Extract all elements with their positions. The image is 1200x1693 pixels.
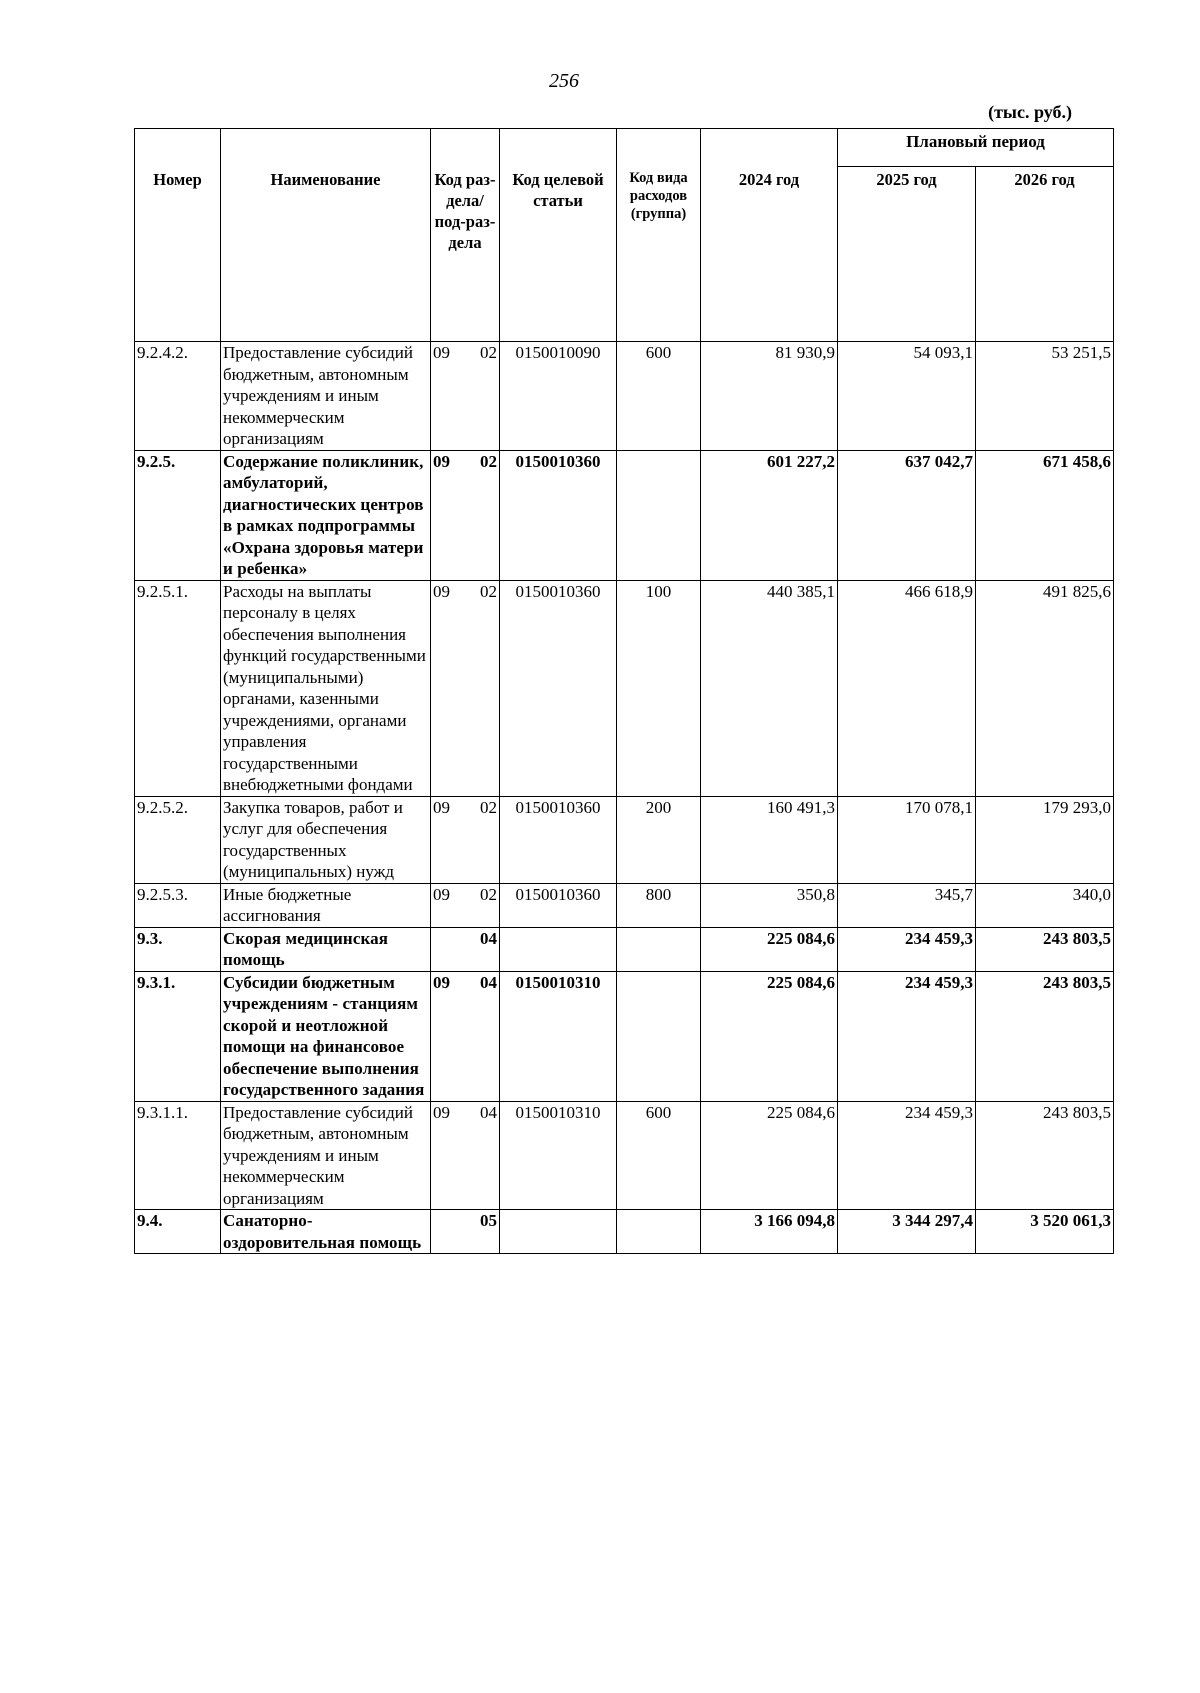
row-amount-2026: 491 825,6 (976, 580, 1114, 796)
row-section: 09 (433, 972, 450, 992)
row-section: 09 (433, 343, 450, 362)
row-amount-2025: 466 618,9 (838, 580, 976, 796)
row-target-code: 0150010360 (500, 450, 617, 580)
row-amount-2025: 3 344 297,4 (838, 1210, 976, 1254)
row-number: 9.3. (135, 927, 221, 971)
header-expense-kind: Код вида расходов (группа) (617, 129, 701, 342)
row-number: 9.3.1. (135, 971, 221, 1101)
row-section-code (431, 1101, 500, 1210)
budget-table (134, 128, 1114, 1254)
row-number: 9.2.5.3. (135, 883, 221, 927)
row-amount-2024: 225 084,6 (701, 1101, 838, 1210)
row-name: Предоставление субсидий бюджетным, автономным учреждениям и иным некоммерческим организациям (221, 1101, 431, 1210)
row-subsection: 04 (480, 1102, 497, 1122)
row-section-code (431, 450, 500, 580)
table-row (135, 450, 1114, 580)
row-subsection: 02 (480, 797, 497, 817)
header-year-2025: 2025 год (838, 167, 976, 342)
row-name: Закупка товаров, работ и услуг для обеспечения государственных (муниципальных) нужд (221, 796, 431, 883)
row-target-code (500, 927, 617, 971)
table-row (135, 796, 1114, 883)
row-amount-2026: 671 458,6 (976, 450, 1114, 580)
row-target-code: 0150010360 (500, 883, 617, 927)
row-amount-2026: 340,0 (976, 883, 1114, 927)
row-expense-kind: 800 (617, 883, 701, 927)
table-row (135, 883, 1114, 927)
header-target-code: Код целевой статьи (500, 129, 617, 342)
row-subsection: 02 (480, 581, 497, 601)
row-expense-kind: 100 (617, 580, 701, 796)
row-section: 09 (433, 884, 450, 904)
row-subsection: 05 (480, 1211, 497, 1230)
row-expense-kind: 600 (617, 1101, 701, 1210)
row-amount-2025: 170 078,1 (838, 796, 976, 883)
row-name: Субсидии бюджетным учреждениям - станциям скорой и неотложной помощи на финансовое обеспечение выполнения государственного задания (221, 971, 431, 1101)
row-name: Иные бюджетные ассигнования (221, 883, 431, 927)
header-number: Номер (135, 129, 221, 342)
header-planned-period: Плановый период (838, 129, 1114, 167)
header-name: Наименование (221, 129, 431, 342)
row-subsection: 02 (480, 884, 497, 904)
header-year-2026: 2026 год (976, 167, 1114, 342)
table-row (135, 342, 1114, 451)
row-expense-kind (617, 971, 701, 1101)
row-section-code (431, 971, 500, 1101)
row-subsection: 04 (480, 972, 497, 992)
row-section: 09 (433, 451, 450, 471)
row-amount-2025: 234 459,3 (838, 1101, 976, 1210)
table-row (135, 927, 1114, 971)
row-expense-kind (617, 927, 701, 971)
row-section-code (431, 580, 500, 796)
row-amount-2026: 243 803,5 (976, 1101, 1114, 1210)
row-target-code: 0150010310 (500, 971, 617, 1101)
row-amount-2024: 81 930,9 (701, 342, 838, 451)
row-amount-2025: 234 459,3 (838, 971, 976, 1101)
row-name: Расходы на выплаты персоналу в целях обеспечения выполнения функций государственными (муниципальными) органами, казенными учреждениями, органами управления государственными внебюджетными фондами (221, 580, 431, 796)
row-section: 09 (433, 797, 450, 817)
row-expense-kind (617, 450, 701, 580)
table-body (135, 342, 1114, 1254)
row-target-code: 0150010090 (500, 342, 617, 451)
row-amount-2024: 225 084,6 (701, 971, 838, 1101)
table-row (135, 580, 1114, 796)
header-section-code: Код раз-дела/ под-раз-дела (431, 129, 500, 342)
row-subsection: 02 (480, 343, 497, 362)
row-amount-2024: 440 385,1 (701, 580, 838, 796)
row-number: 9.2.5.1. (135, 580, 221, 796)
header-year-2024: 2024 год (701, 129, 838, 342)
row-section: 09 (433, 1102, 450, 1122)
units-label: (тыс. руб.) (988, 102, 1072, 122)
row-amount-2025: 234 459,3 (838, 927, 976, 971)
row-amount-2026: 243 803,5 (976, 927, 1114, 971)
row-target-code: 0150010310 (500, 1101, 617, 1210)
page-number: 256 (549, 70, 579, 92)
row-section-code (431, 927, 500, 971)
row-target-code: 0150010360 (500, 580, 617, 796)
row-name: Содержание поликлиник, амбулаторий, диагностических центров в рамках подпрограммы «Охрана здоровья матери и ребенка» (221, 450, 431, 580)
row-amount-2024: 601 227,2 (701, 450, 838, 580)
row-amount-2024: 3 166 094,8 (701, 1210, 838, 1254)
row-name: Предоставление субсидий бюджетным, автономным учреждениям и иным некоммерческим организациям (221, 342, 431, 451)
row-section-code (431, 796, 500, 883)
table-row (135, 1210, 1114, 1254)
row-amount-2026: 179 293,0 (976, 796, 1114, 883)
row-section-code (431, 1210, 500, 1254)
row-expense-kind: 200 (617, 796, 701, 883)
row-amount-2024: 160 491,3 (701, 796, 838, 883)
row-number: 9.4. (135, 1210, 221, 1254)
row-amount-2024: 350,8 (701, 883, 838, 927)
table-row (135, 971, 1114, 1101)
row-subsection: 04 (480, 928, 497, 948)
row-number: 9.2.5.2. (135, 796, 221, 883)
row-amount-2024: 225 084,6 (701, 927, 838, 971)
row-number: 9.2.5. (135, 450, 221, 580)
row-amount-2025: 637 042,7 (838, 450, 976, 580)
row-section-code (431, 883, 500, 927)
row-target-code (500, 1210, 617, 1254)
row-number: 9.3.1.1. (135, 1101, 221, 1210)
row-name: Скорая медицинская помощь (221, 927, 431, 971)
row-section-code (431, 342, 500, 451)
row-target-code: 0150010360 (500, 796, 617, 883)
row-amount-2025: 345,7 (838, 883, 976, 927)
table-row (135, 1101, 1114, 1210)
row-expense-kind (617, 1210, 701, 1254)
row-amount-2026: 243 803,5 (976, 971, 1114, 1101)
row-subsection: 02 (480, 451, 497, 471)
row-expense-kind: 600 (617, 342, 701, 451)
row-name: Санаторно-оздоровительная помощь (221, 1210, 431, 1254)
row-amount-2026: 3 520 061,3 (976, 1210, 1114, 1254)
row-number: 9.2.4.2. (135, 342, 221, 451)
row-amount-2025: 54 093,1 (838, 342, 976, 451)
row-section: 09 (433, 581, 450, 601)
row-amount-2026: 53 251,5 (976, 342, 1114, 451)
